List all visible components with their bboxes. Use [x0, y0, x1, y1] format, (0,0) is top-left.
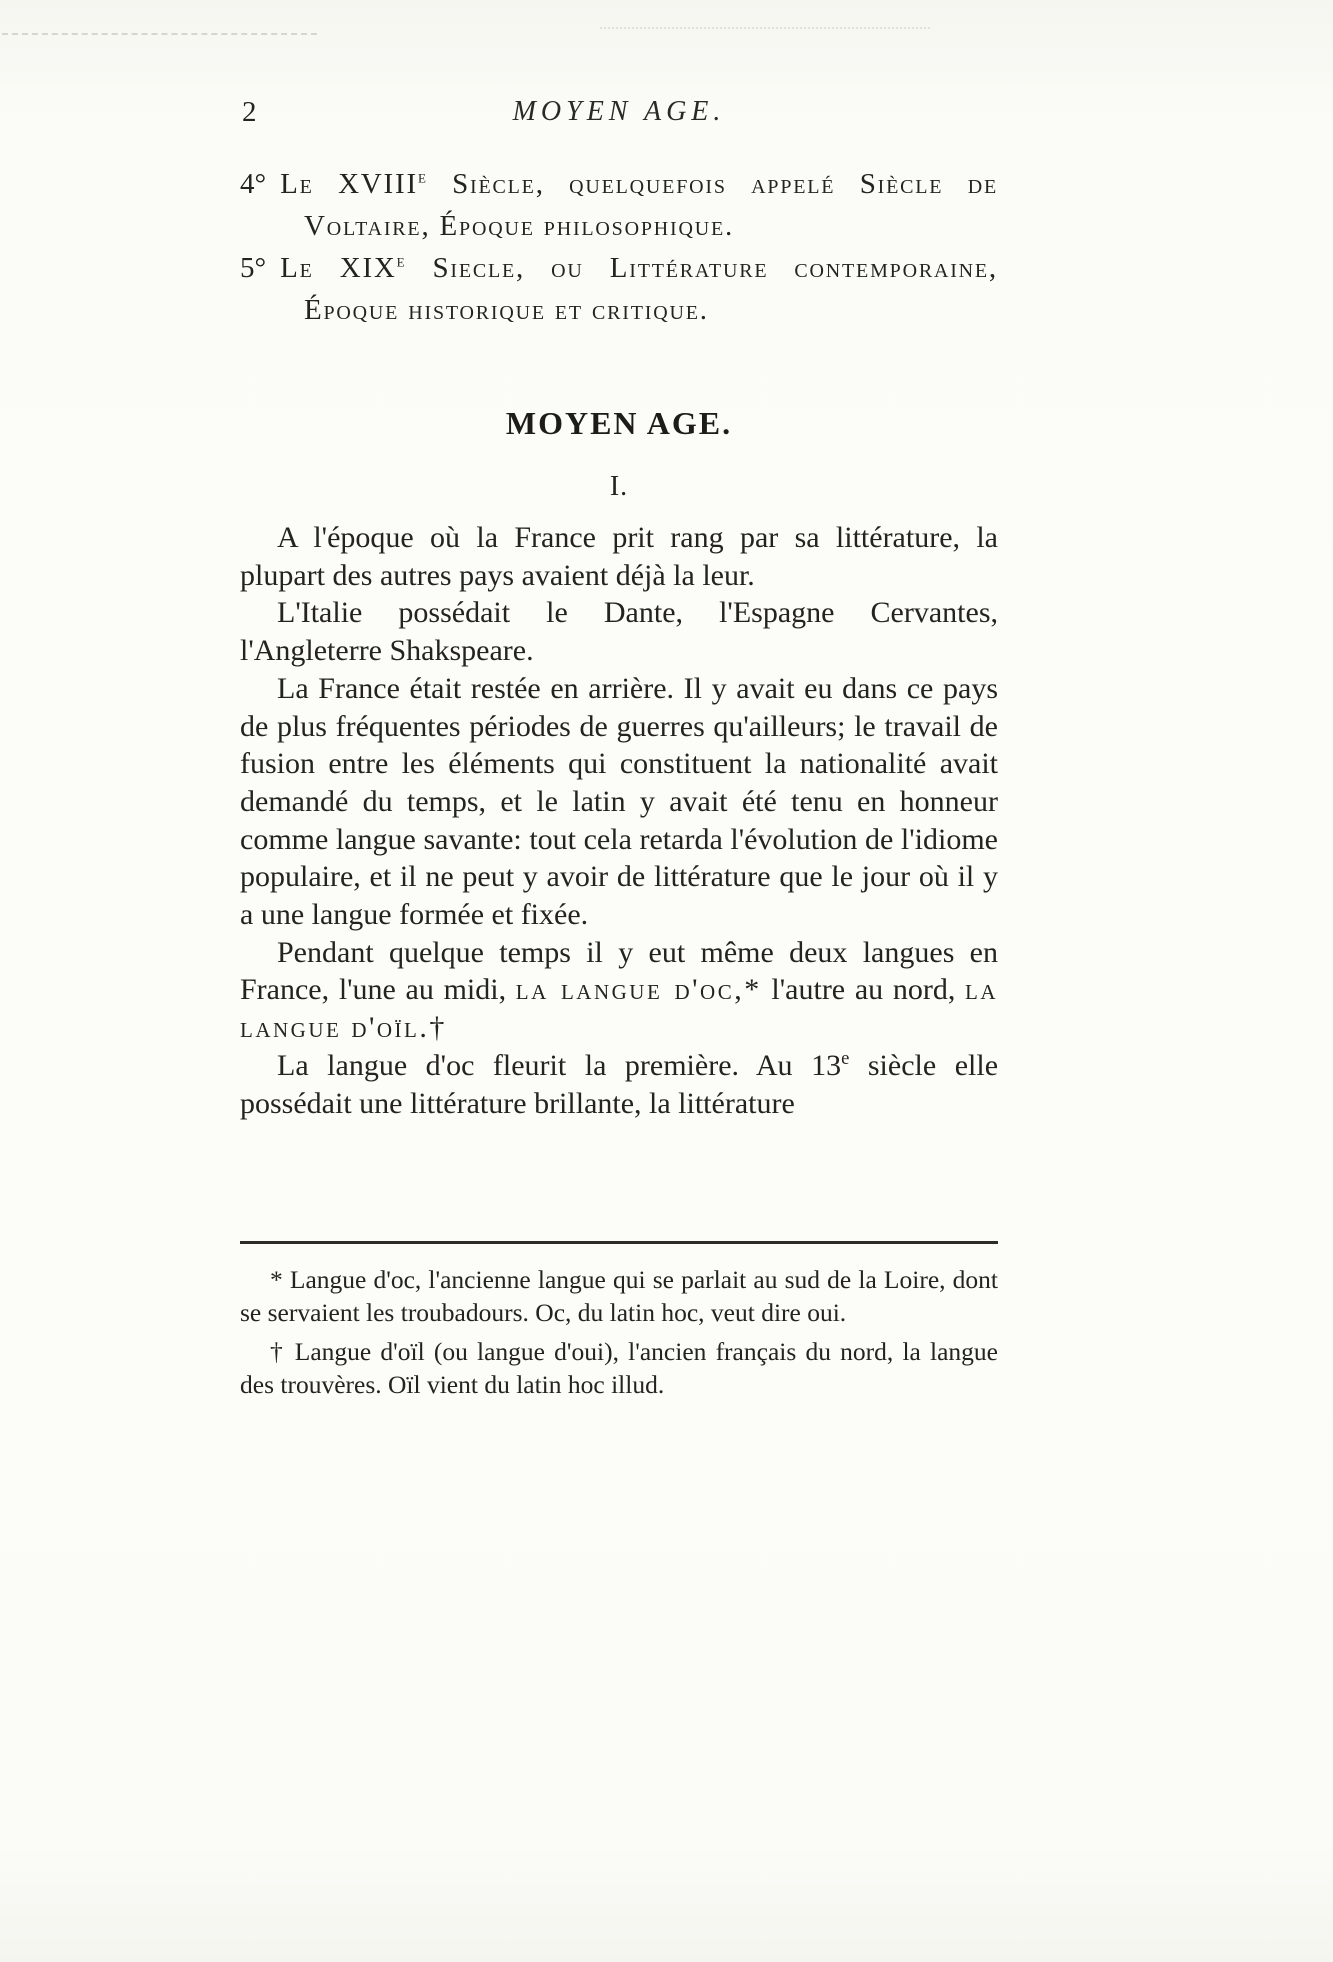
small-caps-term: la langue d'oïl.†: [240, 973, 999, 1045]
ordinal-superscript: e: [841, 1047, 850, 1069]
list-marker: 5°: [240, 252, 267, 284]
scan-artifact: [600, 27, 930, 29]
footnote-oc: * Langue d'oc, l'ancienne langue qui se parlait au sud de la Loire, dont se servaient les troubadours. Oc, du latin hoc, veut dire oui.: [240, 1265, 998, 1327]
footnote-oil: † Langue d'oïl (ou langue d'oui), l'ancien français du nord, la langue des trouvères. Oïl vient du latin hoc illud.: [240, 1337, 998, 1399]
footnote-rule: [240, 1241, 998, 1244]
subsection-numeral: I.: [609, 471, 629, 502]
running-header: MOYEN AGE.: [512, 96, 726, 127]
paragraph: L'Italie possédait le Dante, l'Espagne Cervantes, l'Angleterre Shakspeare.: [240, 596, 998, 668]
list-item-text: Le XVIII: [280, 168, 418, 200]
page-number: 2: [242, 96, 257, 128]
list-item-text: Le XIX: [280, 252, 397, 284]
paragraph-text: La langue d'oc fleurit la première. Au 13: [277, 1048, 842, 1082]
scan-artifact: [2, 33, 317, 35]
paragraph: A l'époque où la France prit rang par sa littérature, la plupart des autres pays avaient déjà la leur.: [240, 521, 998, 592]
paragraph: [240, 934, 998, 1047]
paragraph: [240, 1047, 998, 1122]
list-item-text: Siècle, quelquefois appelé Siècle de Voltaire, Époque philosophique.: [304, 168, 998, 242]
list-item-4: [240, 163, 998, 247]
paragraph-text: siècle elle possédait une littérature brillante, la littérature: [240, 1048, 999, 1120]
list-item-text: Siecle, ou Littérature contemporaine, Époque historique et critique.: [304, 252, 998, 326]
list-item-5: [240, 247, 998, 331]
page-header: [240, 96, 998, 136]
list-marker: 4°: [240, 168, 267, 200]
paragraph: La France était restée en arrière. Il y avait eu dans ce pays de plus fréquentes périodes de guerres qu'ailleurs; le travail de fusion entre les éléments qui constituent la nationalité avait demandé du temps, et le latin y avait été tenu en honneur comme langue savante: tout cela retarda l'évolution de l'idiome populaire, et il ne peut y avoir de littérature que le jour où il y a une langue formée et fixée.: [240, 671, 998, 932]
chapter-list: [240, 163, 998, 331]
paragraph-text: l'autre au nord,: [761, 973, 966, 1007]
section-title: MOYEN AGE.: [505, 405, 733, 441]
footnotes: [240, 1263, 998, 1401]
paragraph-text: Pendant quelque temps il y eut même deux langues en France, l'une au midi,: [240, 935, 998, 1007]
body-text: [240, 519, 998, 1122]
ordinal-superscript: e: [417, 166, 428, 187]
small-caps-term: la langue d'oc,*: [515, 973, 762, 1007]
ordinal-superscript: e: [396, 250, 407, 271]
